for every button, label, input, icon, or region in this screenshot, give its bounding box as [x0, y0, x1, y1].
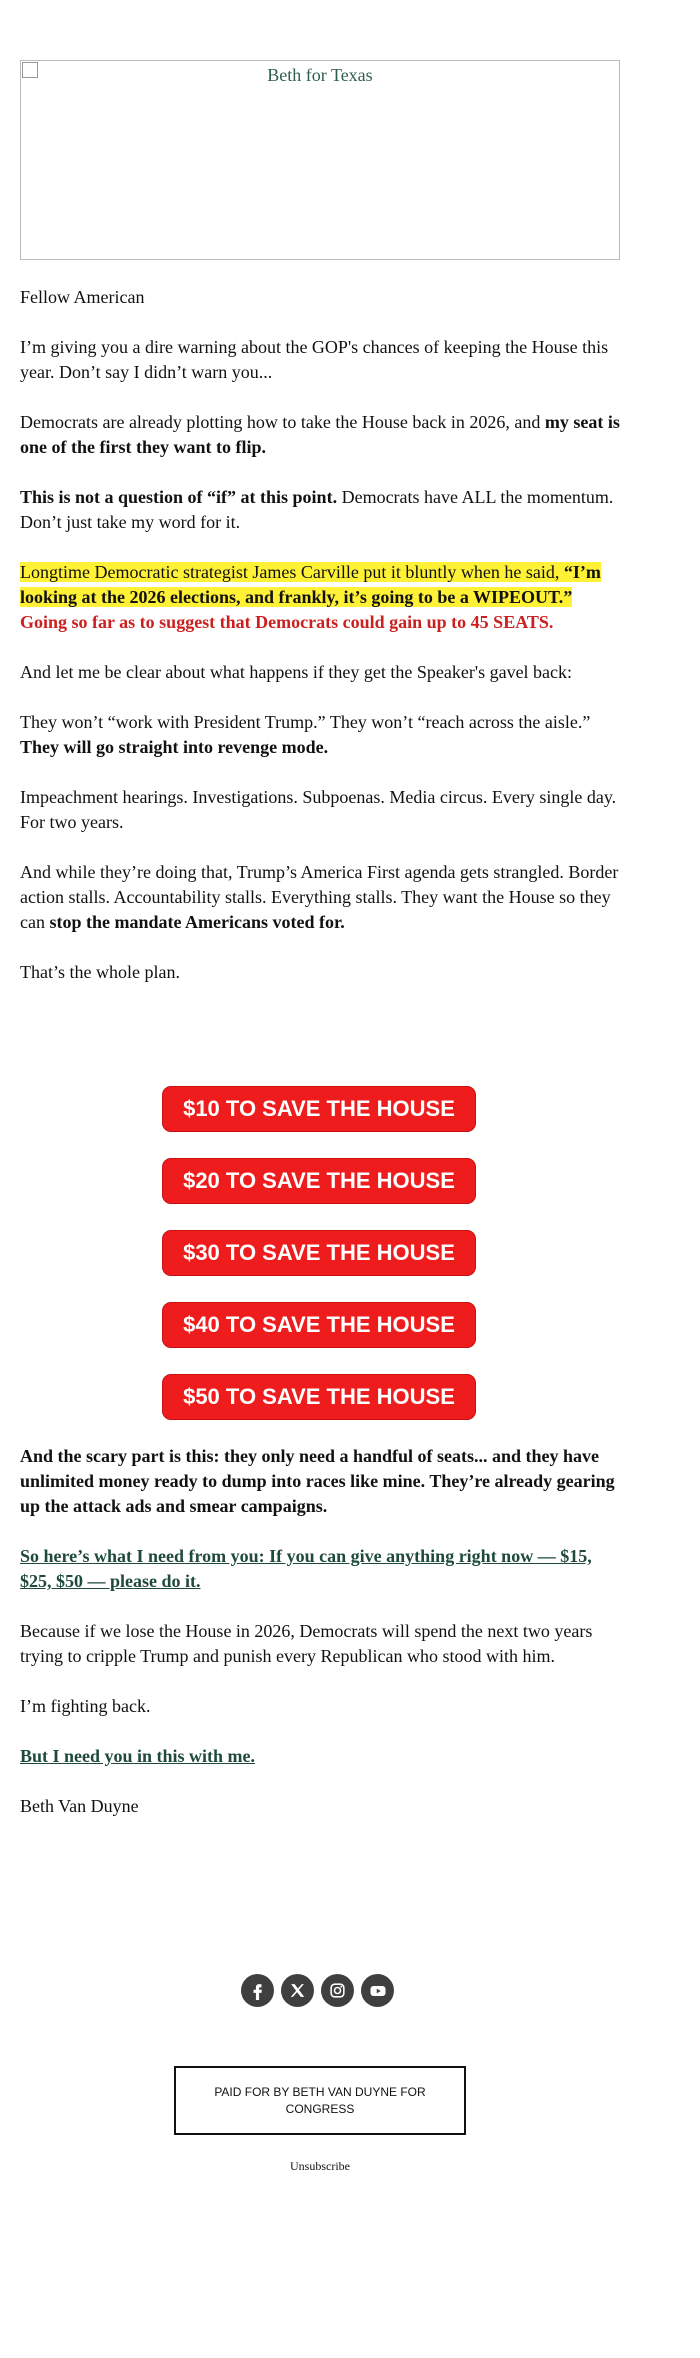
paragraph-10	[20, 1444, 620, 1519]
p6-text: They won’t “work with President Trump.” They won’t “reach across the aisle.”	[20, 712, 591, 732]
p8-text: And while they’re doing that, Trump’s America First agenda gets strangled. Border action stalls. Accountability stalls. Everything stalls. They want the House so they can	[20, 862, 619, 932]
p4-red-text: Going so far as to suggest that Democrats could gain up to 45 SEATS.	[20, 612, 554, 632]
paragraph-7: Impeachment hearings. Investigations. Subpoenas. Media circus. Every single day. For two years.	[20, 787, 617, 832]
email-body	[20, 60, 620, 985]
signature: Beth Van Duyne	[20, 1796, 139, 1816]
help-link[interactable]: But I need you in this with me.	[20, 1746, 256, 1766]
paragraph-2	[20, 410, 620, 460]
greeting: Fellow American	[20, 287, 145, 307]
paragraph-14	[20, 1744, 620, 1769]
p8-bold: stop the mandate Americans voted for.	[49, 912, 345, 932]
paragraph-4	[20, 560, 620, 635]
paid-for-disclaimer: PAID FOR BY BETH VAN DUYNE FOR CONGRESS	[174, 2066, 466, 2135]
paragraph-12: Because if we lose the House in 2026, Democrats will spend the next two years trying to cripple Trump and punish every Republican who stood with him.	[20, 1621, 593, 1666]
p2-bold: my seat is one of the first they want to flip.	[20, 412, 620, 457]
x-icon[interactable]	[281, 1974, 314, 2007]
paragraph-5: And let me be clear about what happens if they get the Speaker's gavel back:	[20, 662, 573, 682]
paragraph-6	[20, 710, 620, 760]
social-links	[241, 1974, 394, 2007]
p4-quote: “I’m looking at the 2026 elections, and frankly, it’s going to be a WIPEOUT.”	[20, 562, 601, 607]
donate-40-button[interactable]: $40 TO SAVE THE HOUSE	[162, 1302, 476, 1348]
donate-20-button[interactable]: $20 TO SAVE THE HOUSE	[162, 1158, 476, 1204]
paragraph-1: I’m giving you a dire warning about the GOP's chances of keeping the House this year. Don’t say I didn’t warn you...	[20, 337, 609, 382]
youtube-icon[interactable]	[361, 1974, 394, 2007]
paragraph-3	[20, 485, 620, 535]
paragraph-13: I’m fighting back.	[20, 1696, 151, 1716]
donate-10-button[interactable]: $10 TO SAVE THE HOUSE	[162, 1086, 476, 1132]
banner-image[interactable]	[20, 60, 620, 260]
banner-alt-text: Beth for Texas	[267, 65, 373, 85]
paragraph-11	[20, 1544, 620, 1594]
p2-text: Democrats are already plotting how to take the House back in 2026, and	[20, 412, 545, 432]
paragraph-8	[20, 860, 620, 935]
email-body-lower	[20, 1444, 620, 1819]
broken-image-icon	[22, 62, 38, 78]
facebook-icon[interactable]	[241, 1974, 274, 2007]
p6-bold: They will go straight into revenge mode.	[20, 737, 329, 757]
donate-link[interactable]: So here’s what I need from you: If you can give anything right now — $15, $25, $50 — please do it.	[20, 1546, 592, 1591]
p3-bold: This is not a question of “if” at this point.	[20, 487, 338, 507]
p10-bold: And the scary part is this: they only need a handful of seats... and they have unlimited money ready to dump into races like mine. They’re already gearing up the attack ads and smear campaigns.	[20, 1446, 615, 1516]
instagram-icon[interactable]	[321, 1974, 354, 2007]
paragraph-9: That’s the whole plan.	[20, 962, 180, 982]
p4-highlight: Longtime Democratic strategist James Carville put it bluntly when he said,	[20, 562, 564, 582]
unsubscribe-text[interactable]: Unsubscribe	[290, 2159, 350, 2173]
p3-text: Democrats have ALL the momentum. Don’t just take my word for it.	[20, 487, 614, 532]
donate-50-button[interactable]: $50 TO SAVE THE HOUSE	[162, 1374, 476, 1420]
donate-30-button[interactable]: $30 TO SAVE THE HOUSE	[162, 1230, 476, 1276]
unsubscribe-link	[0, 2159, 640, 2174]
